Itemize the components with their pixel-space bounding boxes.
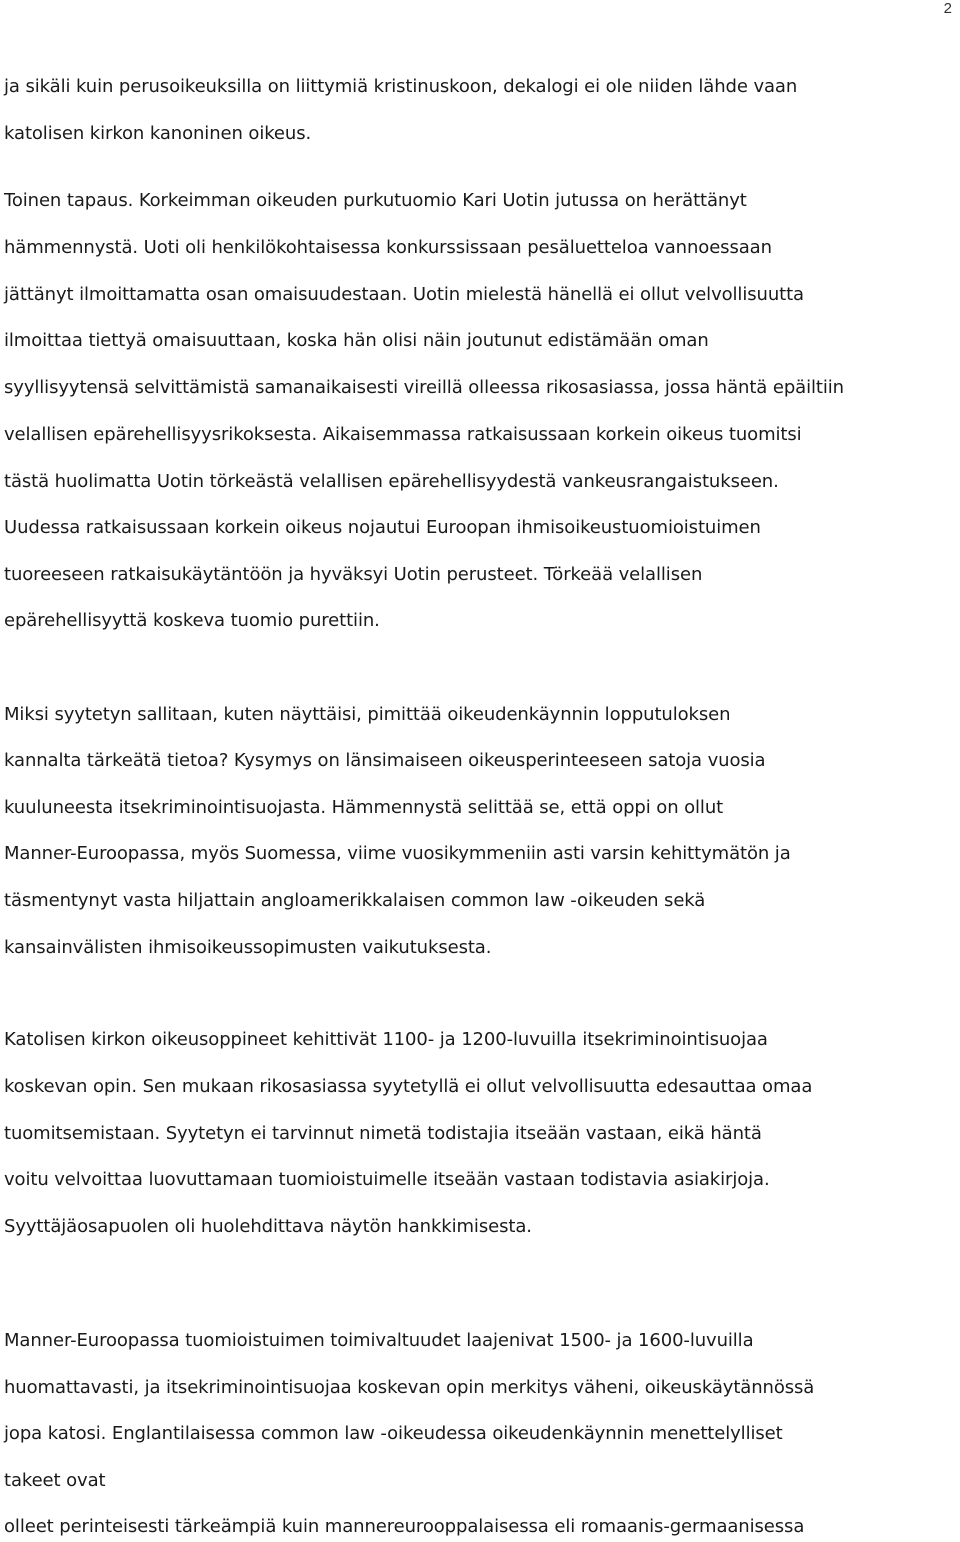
text-line: Miksi syytetyn sallitaan, kuten näyttäisi, pimittää oikeudenkäynnin lopputuloksen bbox=[4, 704, 731, 725]
text-line: koskevan opin. Sen mukaan rikosasiassa syytetyllä ei ollut velvollisuutta edesauttaa omaa bbox=[4, 1076, 813, 1097]
text-line: tästä huolimatta Uotin törkeästä velallisen epärehellisyydestä vankeusrangaistukseen. bbox=[4, 471, 779, 492]
text-line: Syyttäjäosapuolen oli huolehdittava näytön hankkimisesta. bbox=[4, 1216, 532, 1237]
text-line: Manner-Euroopassa, myös Suomessa, viime vuosikymmeniin asti varsin kehittymätön ja bbox=[4, 843, 791, 864]
text-line: Manner-Euroopassa tuomioistuimen toimivaltuudet laajenivat 1500- ja 1600-luvuilla bbox=[4, 1330, 754, 1351]
page-number: 2 bbox=[943, 0, 952, 17]
text-line: ja sikäli kuin perusoikeuksilla on liittymiä kristinuskoon, dekalogi ei ole niiden lähde vaan bbox=[4, 76, 798, 97]
text-line: voitu velvoittaa luovuttamaan tuomioistuimelle itseään vastaan todistavia asiakirjoja. bbox=[4, 1169, 770, 1190]
text-line: kansainvälisten ihmisoikeussopimusten vaikutuksesta. bbox=[4, 937, 492, 958]
text-line: katolisen kirkon kanoninen oikeus. bbox=[4, 123, 312, 144]
text-line: velallisen epärehellisyysrikoksesta. Aikaisemmassa ratkaisussaan korkein oikeus tuomitsi bbox=[4, 424, 802, 445]
text-line: kuuluneesta itsekriminointisuojasta. Hämmennystä selittää se, että oppi on ollut bbox=[4, 797, 724, 818]
text-line: epärehellisyyttä koskeva tuomio purettiin. bbox=[4, 610, 380, 631]
text-line: tuomitsemistaan. Syytetyn ei tarvinnut nimetä todistajia itseään vastaan, eikä häntä bbox=[4, 1123, 762, 1144]
text-line: jättänyt ilmoittamatta osan omaisuudestaan. Uotin mielestä hänellä ei ollut velvollisuutta bbox=[4, 284, 804, 305]
text-line: hämmennystä. Uoti oli henkilökohtaisessa konkurssissaan pesäluetteloa vannoessaan bbox=[4, 237, 772, 258]
text-line: jopa katosi. Englantilaisessa common law -oikeudessa oikeudenkäynnin menettelylliset bbox=[4, 1423, 783, 1444]
text-line: Katolisen kirkon oikeusoppineet kehittivät 1100- ja 1200-luvuilla itsekriminointisuojaa bbox=[4, 1029, 768, 1050]
text-line: täsmentynyt vasta hiljattain angloamerikkalaisen common law -oikeuden sekä bbox=[4, 890, 706, 911]
text-line: olleet perinteisesti tärkeämpiä kuin mannereurooppalaisessa eli romaanis-germaanisessa bbox=[4, 1516, 805, 1537]
text-line: takeet ovat bbox=[4, 1470, 106, 1491]
text-line: kannalta tärkeätä tietoa? Kysymys on länsimaiseen oikeusperinteeseen satoja vuosia bbox=[4, 750, 766, 771]
text-line: Uudessa ratkaisussaan korkein oikeus nojautui Euroopan ihmisoikeustuomioistuimen bbox=[4, 517, 761, 538]
text-line: syyllisyytensä selvittämistä samanaikaisesti vireillä olleessa rikosasiassa, jossa häntä epäiltiin bbox=[4, 377, 844, 398]
text-line: huomattavasti, ja itsekriminointisuojaa koskevan opin merkitys väheni, oikeuskäytännössä bbox=[4, 1377, 815, 1398]
text-line: ilmoittaa tiettyä omaisuuttaan, koska hän olisi näin joutunut edistämään oman bbox=[4, 330, 709, 351]
text-line: Toinen tapaus. Korkeimman oikeuden purkutuomio Kari Uotin jutussa on herättänyt bbox=[4, 190, 747, 211]
text-line: tuoreeseen ratkaisukäytäntöön ja hyväksyi Uotin perusteet. Törkeää velallisen bbox=[4, 564, 703, 585]
